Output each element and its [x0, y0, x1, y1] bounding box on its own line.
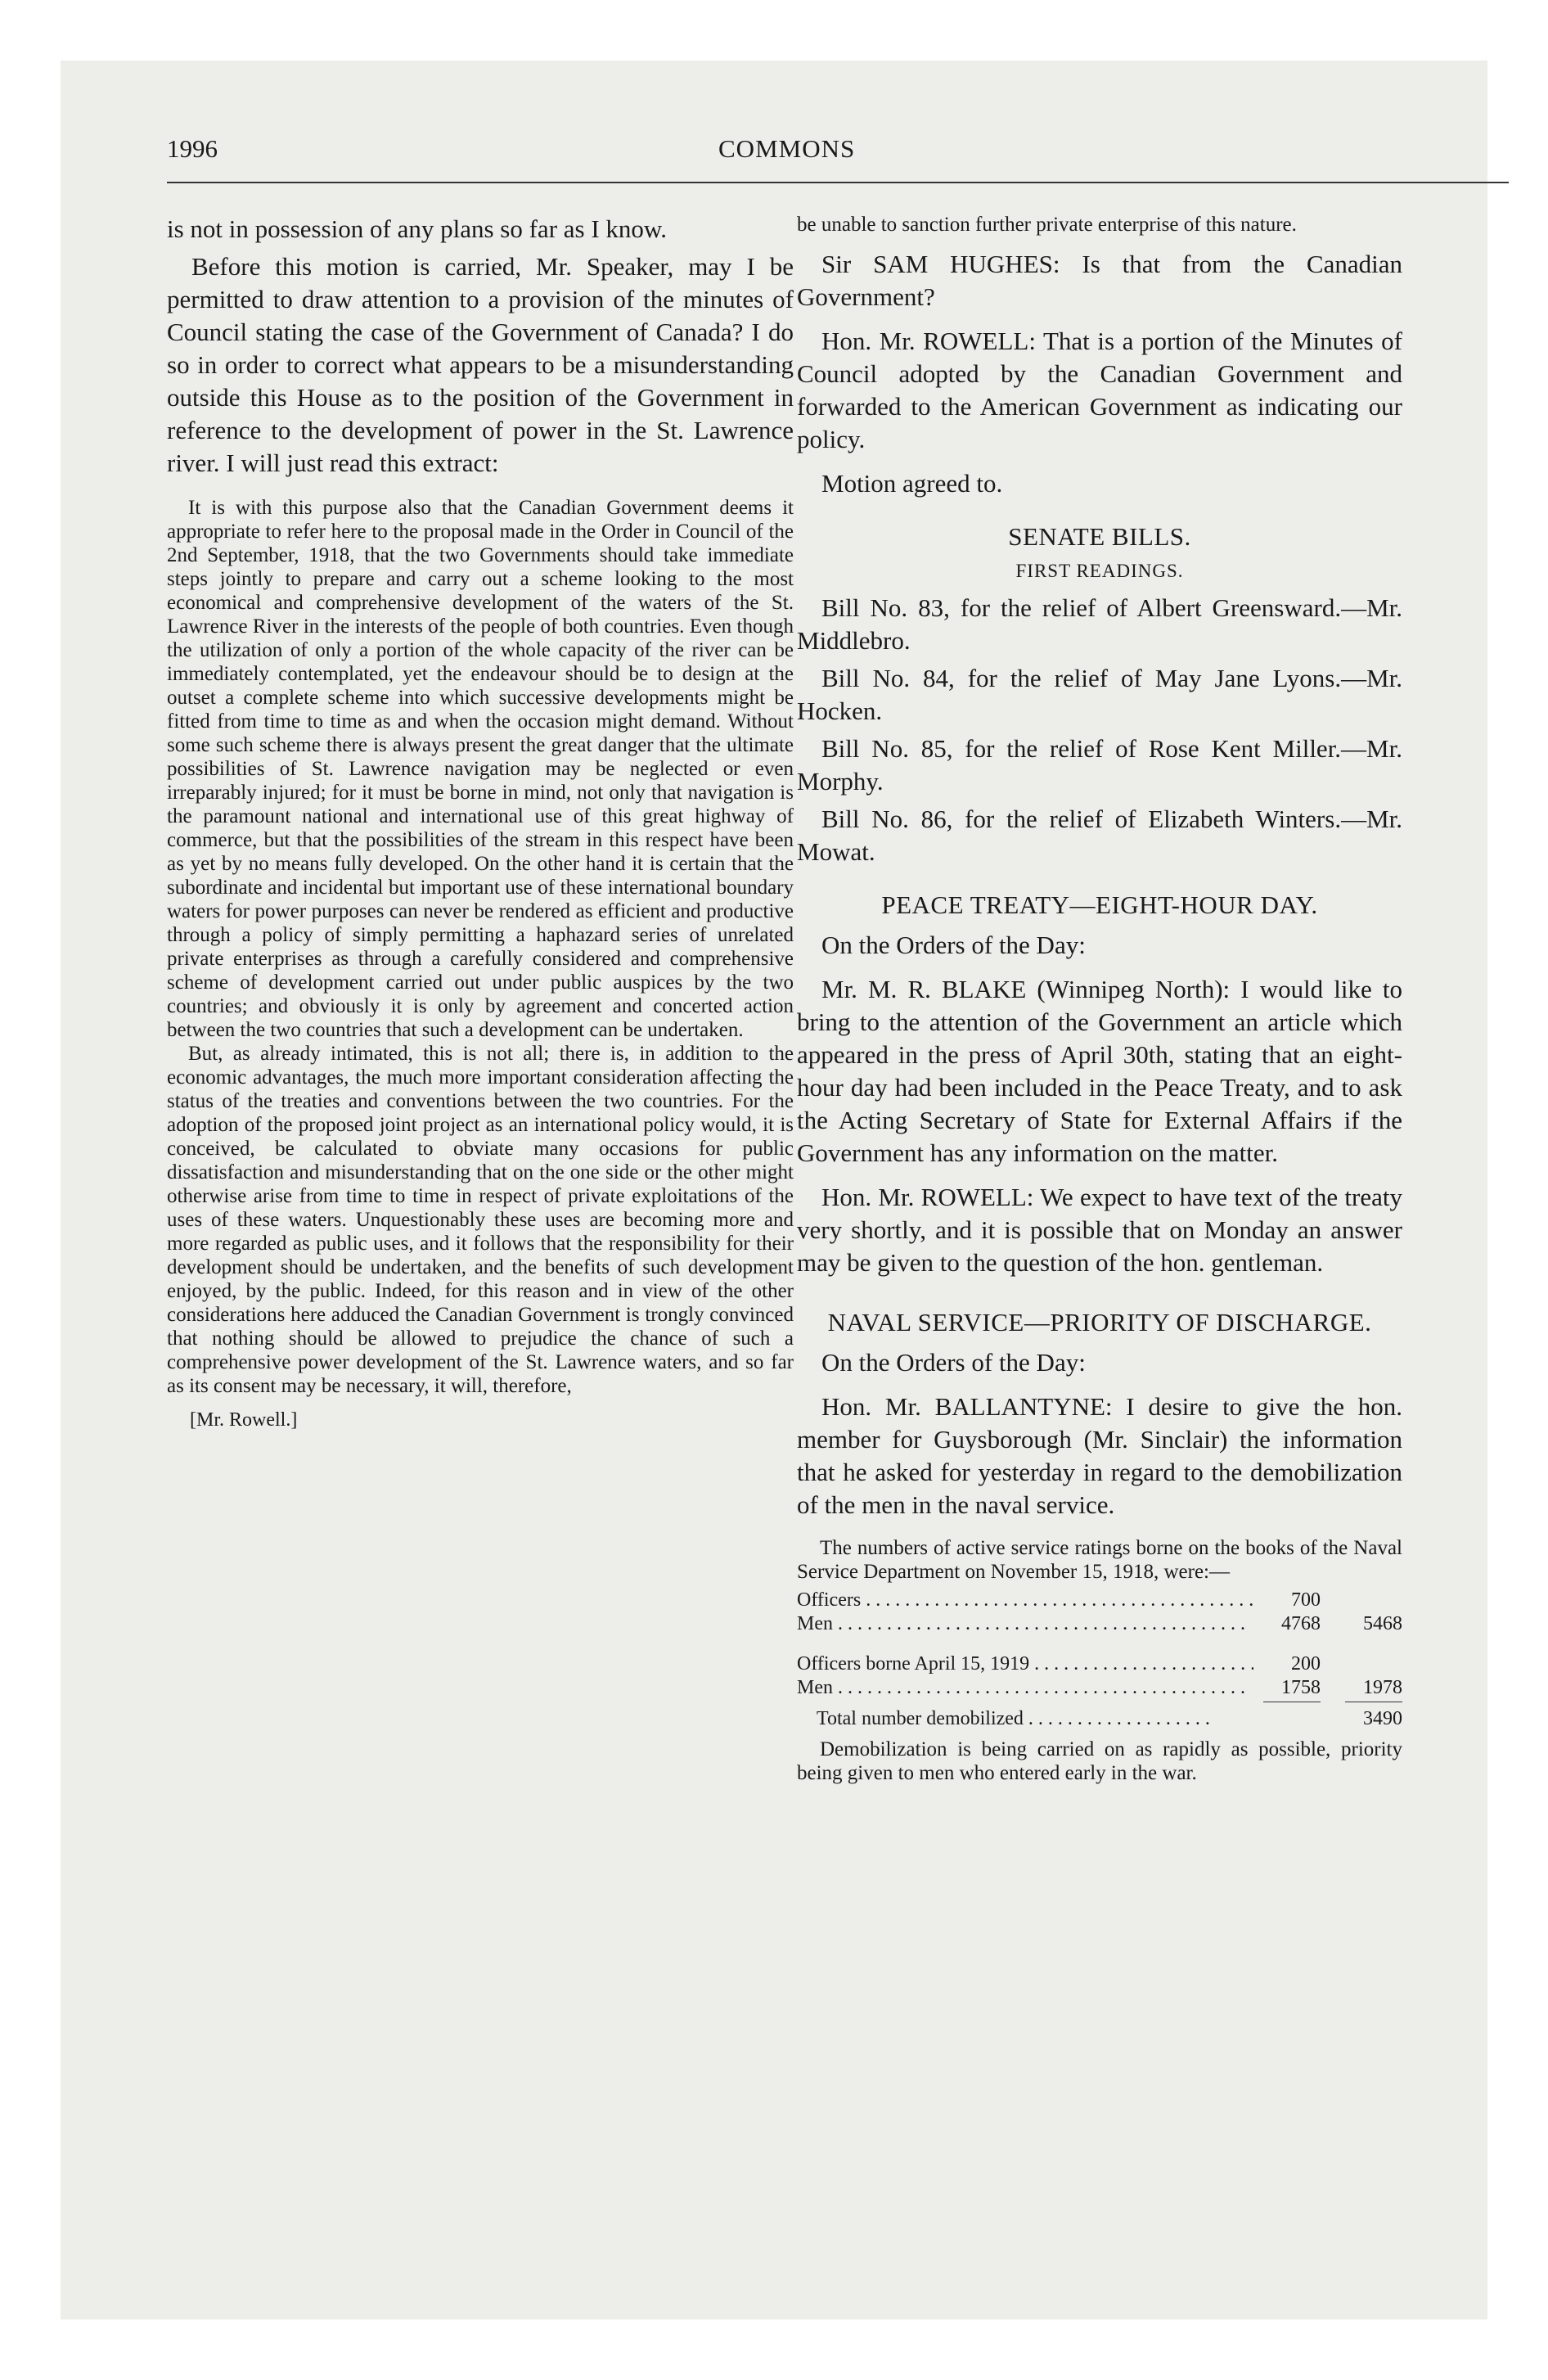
row-subtotal: 5468 [1363, 1613, 1402, 1634]
paragraph: Motion agreed to. [821, 469, 1003, 498]
page-number: 1996 [167, 134, 218, 163]
table-intro: The numbers of active service ratings borne on the books of the Naval Service Department on November 15, 1918, were:— [797, 1537, 1402, 1583]
paragraph: On the Orders of the Day: [821, 1348, 1086, 1377]
row-label: Officers borne April 15, 1919 . . . [797, 1652, 1253, 1676]
paragraph: Demobilization is being carried on as rapidly as possible, priority being given to men who entered early in the war. [797, 1738, 1402, 1784]
page-content [167, 134, 1509, 180]
row-value: 1758 [1281, 1677, 1321, 1698]
quoted-extract: But, as already intimated, this is not all; there is, in addition to the economic advantages, the much more important consideration affecting the status of the treaties and conventions between the two countries. For the adoption of the proposed joint project as an international policy would, it is conceived, be calculated to obviate many occasions for public dissatisfaction and misunderstanding that on the one side or the other might otherwise arise from time to time in respect of private exploitations of the uses of these waters. Unquestionably these uses are becoming more and more regarded as public uses, and it follows that the responsibility for their development should be undertaken, and the benefits of such development enjoyed, by the public. Indeed, for this reason and in view of the other considerations here adduced the Canadian Government is trongly convinced that nothing should be allowed to prejudice the chance of such a comprehensive power development of the St. Lawrence waters, and so far as its consent may be necessary, it will, therefore, [167, 1043, 794, 1397]
paragraph: Before this motion is carried, Mr. Speaker, may I be permitted to draw attention to a provision of the minutes of Council stating the case of the Government of Canada? I do so in order to correct what appears to be a misunderstanding outside this House as to the position of the Government in reference to the development of power in the St. Lawrence river. I will just read this extract: [167, 252, 794, 477]
paragraph: On the Orders of the Day: [821, 931, 1086, 959]
row-total: 3490 [1363, 1708, 1402, 1729]
running-head: COMMONS [718, 134, 856, 163]
right-column [797, 213, 1402, 1785]
table-row [797, 1676, 1402, 1700]
section-heading: PEACE TREATY—EIGHT-HOUR DAY. [881, 890, 1318, 919]
paragraph: Hon. Mr. ROWELL: We expect to have text of the treaty very shortly, and it is possible that on Monday an answer may be given to the question of the hon. gentleman. [797, 1183, 1402, 1277]
row-label: Men . . . [797, 1676, 1253, 1700]
section-heading: NAVAL SERVICE—PRIORITY OF DISCHARGE. [827, 1308, 1372, 1336]
page-header [167, 134, 1509, 180]
paragraph: Hon. Mr. BALLANTYNE: I desire to give the hon. member for Guysborough (Mr. Sinclair) the information that he asked for yesterday in regard to the demobilization of the men in the naval service. [797, 1392, 1402, 1519]
row-label: Total number demobilized . . . [797, 1707, 1321, 1731]
left-column [167, 213, 794, 1431]
table-row [797, 1612, 1402, 1636]
bill-entry: Bill No. 84, for the relief of May Jane Lyons.—Mr. Hocken. [797, 664, 1402, 725]
speaker-tag: [Mr. Rowell.] [190, 1409, 298, 1431]
section-subheading: FIRST READINGS. [1015, 561, 1184, 581]
header-rule [167, 182, 1509, 183]
table-row [797, 1652, 1402, 1676]
paragraph: Mr. M. R. BLAKE (Winnipeg North): I would like to bring to the attention of the Government an article which appeared in the press of April 30th, stating that an eight-hour day had been included in the Peace Treaty, and to ask the Acting Secretary of State for External Affairs if the Government has any information on the matter. [797, 975, 1402, 1167]
page-sheet [61, 61, 1487, 2319]
quoted-extract: It is with this purpose also that the Canadian Government deems it appropriate to refer here to the proposal made in the Order in Council of the 2nd September, 1918, that the two Governments should take immediate steps jointly to prepare and carry out a scheme looking to the most economical and comprehensive development of the waters of the St. Lawrence River in the interests of the people of both countries. Even though the utilization of only a portion of the whole capacity of the river can be immediately contemplated, yet the endeavour should be to design at the outset a complete scheme into which successive developments might be fitted from time to time as and when the occasion might demand. Without some such scheme there is always present the great danger that the ultimate possibilities of St. Lawrence navigation may be neglected or even irreparably injured; for it must be borne in mind, not only that navigation is the paramount national and international use of this great highway of commerce, but that the possibilities of the stream in this respect have been as yet by no means fully developed. On the other hand it is certain that the subordinate and incidental but important use of these international boundary waters for power purposes can never be rendered as efficient and productive through a policy of simply permitting a haphazard series of unrelated private enterprises as through a carefully considered and comprehensive scheme of development carried out under public auspices by the two countries; and obviously it is only by agreement and concerted action between the two countries that such a development can be undertaken. [167, 497, 794, 1041]
paragraph: Sir SAM HUGHES: Is that from the Canadian Government? [797, 250, 1402, 311]
section-heading: SENATE BILLS. [1008, 522, 1191, 551]
table-total-row [797, 1707, 1402, 1731]
bill-entry: Bill No. 85, for the relief of Rose Kent Miller.—Mr. Morphy. [797, 734, 1402, 796]
table-row [797, 1589, 1402, 1612]
row-value: 4768 [1281, 1613, 1321, 1634]
demobilization-table [797, 1589, 1402, 1731]
row-value: 700 [1291, 1589, 1321, 1611]
row-label: Men . . . [797, 1612, 1253, 1636]
bill-entry: Bill No. 86, for the relief of Elizabeth Winters.—Mr. Mowat. [797, 805, 1402, 866]
paragraph: be unable to sanction further private enterprise of this nature. [797, 214, 1297, 236]
row-value: 200 [1291, 1653, 1321, 1675]
paragraph: is not in possession of any plans so far as I know. [167, 214, 668, 243]
paragraph: Hon. Mr. ROWELL: That is a portion of the Minutes of Council adopted by the Canadian Government and forwarded to the American Government as indicating our policy. [797, 327, 1402, 453]
row-label: Officers . . . [797, 1589, 1253, 1612]
row-subtotal: 1978 [1363, 1677, 1402, 1698]
bill-entry: Bill No. 83, for the relief of Albert Greensward.—Mr. Middlebro. [797, 593, 1402, 655]
